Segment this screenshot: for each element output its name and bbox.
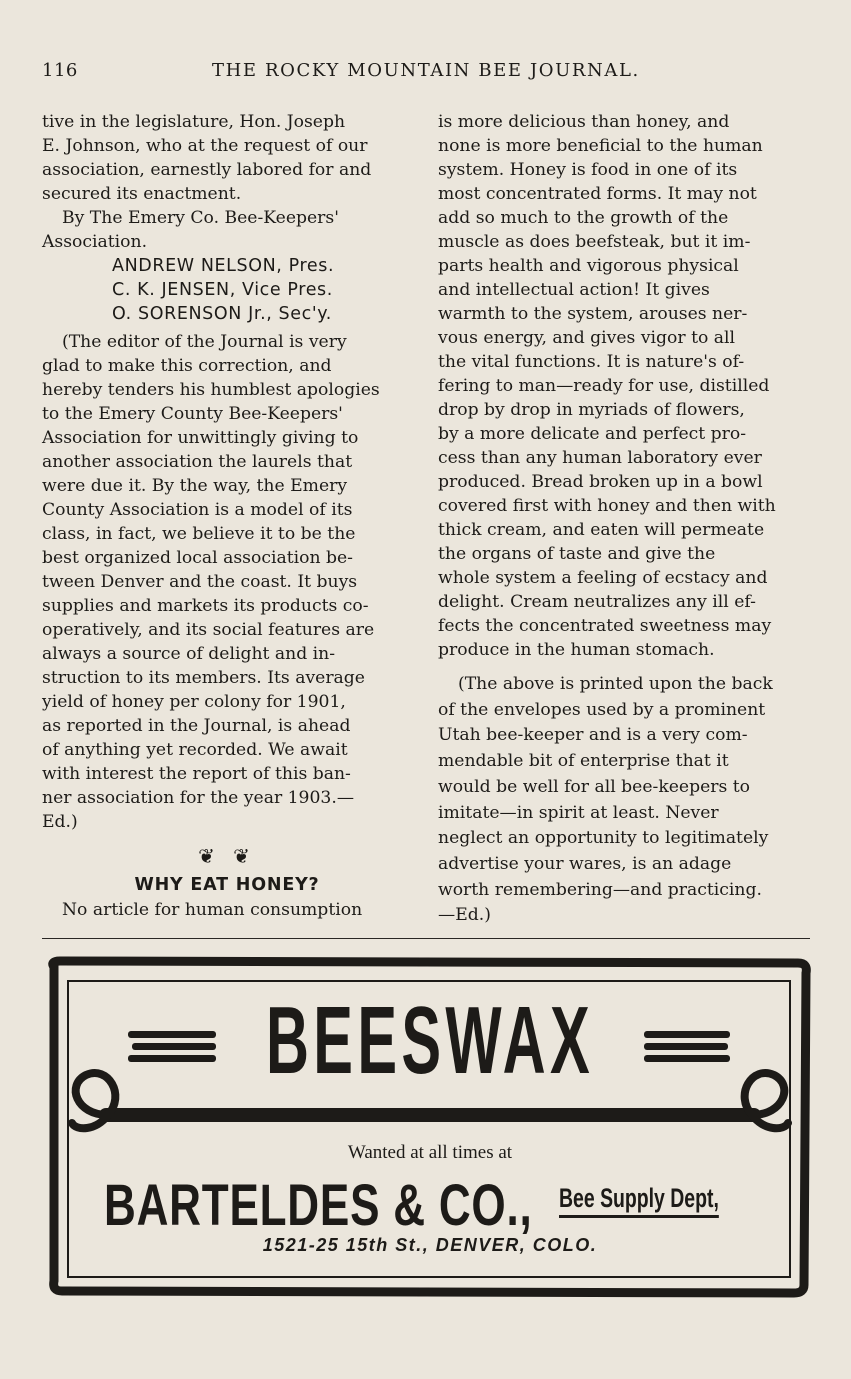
text-line: to the Emery County Bee-Keepers' <box>42 404 343 424</box>
left-column <box>42 110 412 922</box>
text-line: County Association is a model of its <box>42 500 353 520</box>
text-line: supplies and markets its products co- <box>42 596 369 616</box>
signature-secretary: O. SORENSON Jr., Sec'y. <box>112 304 332 324</box>
text-line: operatively, and its social features are <box>42 620 375 640</box>
text-line: drop by drop in myriads of flowers, <box>438 400 745 420</box>
text-line: cess than any human laboratory ever <box>438 448 762 468</box>
text-line: imitate—in spirit at least. Never <box>438 802 719 823</box>
text-line: tive in the legislature, Hon. Joseph <box>42 112 346 132</box>
text-line: of the envelopes used by a prominent <box>438 699 766 720</box>
text-line: produce in the human stomach. <box>438 640 715 660</box>
text-line: yield of honey per colony for 1901, <box>42 692 346 712</box>
text-line: struction to its members. Its average <box>42 668 365 688</box>
text-line: covered first with honey and then with <box>438 496 776 516</box>
intro-paragraph <box>42 110 412 206</box>
text-line: (The editor of the Journal is very <box>62 332 347 352</box>
text-line: as reported in the Journal, is ahead <box>42 716 351 736</box>
text-line: whole system a feeling of ecstacy and <box>438 568 768 588</box>
text-line: fering to man—ready for use, distilled <box>438 376 770 396</box>
text-line: system. Honey is food in one of its <box>438 160 738 180</box>
section-divider <box>42 938 810 939</box>
text-line: parts health and vigorous physical <box>438 256 739 276</box>
text-line: mendable bit of enterprise that it <box>438 751 729 772</box>
text-line: vous energy, and gives vigor to all <box>438 328 736 348</box>
text-line: glad to make this correction, and <box>42 356 332 376</box>
ad-department: Bee Supply Dept, <box>559 1183 719 1218</box>
page-number: 116 <box>42 60 78 81</box>
text-line: were due it. By the way, the Emery <box>42 476 348 496</box>
signature-president: ANDREW NELSON, Pres. <box>112 256 335 276</box>
byline-continued: Association. <box>42 232 148 252</box>
text-line: E. Johnson, who at the request of our <box>42 136 368 156</box>
ad-headline: BEESWAX <box>265 987 595 1094</box>
text-line: secured its enactment. <box>42 184 242 204</box>
text-line: (The above is printed upon the back <box>458 674 773 694</box>
text-line: and intellectual action! It gives <box>438 280 710 300</box>
journal-title: THE ROCKY MOUNTAIN BEE JOURNAL. <box>212 60 640 81</box>
text-line: fects the concentrated sweetness may <box>438 616 772 636</box>
text-line: Ed.) <box>42 812 78 832</box>
text-line: —Ed.) <box>438 905 491 926</box>
text-line: produced. Bread broken up in a bowl <box>438 472 763 492</box>
text-line: the organs of taste and give the <box>438 544 716 564</box>
text-line: worth remembering—and practicing. <box>438 879 762 900</box>
editor-note <box>42 330 412 834</box>
text-line: best organized local association be- <box>42 548 353 568</box>
text-line: tween Denver and the coast. It buys <box>42 572 358 592</box>
ad-address: 1521-25 15th St., DENVER, COLO. <box>262 1235 598 1255</box>
text-line: hereby tenders his humblest apologies <box>42 380 380 400</box>
honey-paragraph <box>438 110 808 662</box>
section-first-line: No article for human consumption <box>62 900 363 920</box>
text-line: would be well for all bee-keepers to <box>438 776 751 797</box>
text-line: add so much to the growth of the <box>438 208 729 228</box>
text-line: warmth to the system, arouses ner- <box>438 304 748 324</box>
text-line: class, in fact, we believe it to be the <box>42 524 356 544</box>
editor-note-envelope <box>438 672 808 929</box>
advertisement <box>46 955 814 1300</box>
text-line: delight. Cream neutralizes any ill ef- <box>438 592 756 612</box>
text-line: is more delicious than honey, and <box>438 112 730 132</box>
text-line: another association the laurels that <box>42 452 353 472</box>
text-line: by a more delicate and perfect pro- <box>438 424 747 444</box>
text-line: Utah bee-keeper and is a very com- <box>438 725 748 746</box>
text-line: muscle as does beefsteak, but it im- <box>438 232 751 252</box>
section-title: WHY EAT HONEY? <box>134 875 320 895</box>
text-line: neglect an opportunity to legitimately <box>438 828 769 849</box>
signature-vice-president: C. K. JENSEN, Vice Pres. <box>112 280 333 300</box>
text-line: always a source of delight and in- <box>42 644 336 664</box>
fleuron-ornament-icon: ❦ ❦ <box>198 844 256 868</box>
text-line: ner association for the year 1903.— <box>42 788 355 808</box>
text-line: most concentrated forms. It may not <box>438 184 757 204</box>
signature-block <box>42 254 412 326</box>
text-line: Association for unwittingly giving to <box>42 428 359 448</box>
text-line: with interest the report of this ban- <box>42 764 351 784</box>
text-line: association, earnestly labored for and <box>42 160 372 180</box>
text-line: none is more beneficial to the human <box>438 136 763 156</box>
text-line: thick cream, and eaten will permeate <box>438 520 765 540</box>
ad-tagline: Wanted at all times at <box>347 1142 513 1163</box>
text-line: of anything yet recorded. We await <box>42 740 348 760</box>
right-column <box>438 110 808 929</box>
byline: By The Emery Co. Bee-Keepers' <box>62 208 339 228</box>
text-line: advertise your wares, is an adage <box>438 853 732 874</box>
ad-company-name: BARTELDES & CO., <box>104 1173 533 1238</box>
text-line: the vital functions. It is nature's of- <box>438 352 745 372</box>
running-header <box>42 60 807 88</box>
